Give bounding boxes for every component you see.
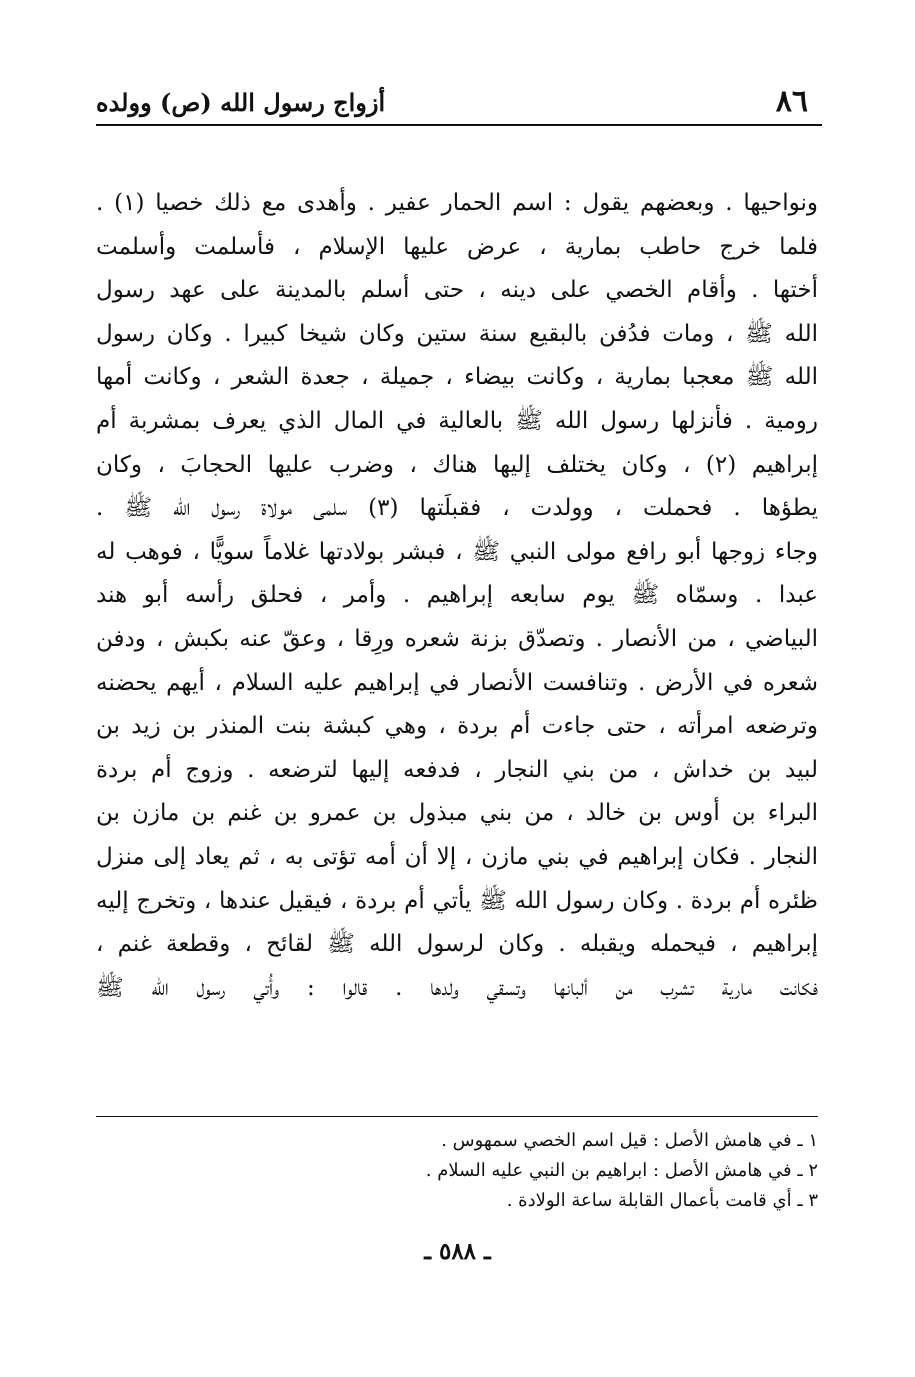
- text-line: فكانت مارية تشرب من ألبانها وتسقي ولدها . قالوا : وأُتي رسول الله ﷺ: [96, 974, 818, 1001]
- footnote-2: ٢ ـ في هامش الأصل : ابراهيم بن النبي عليه السلام .: [425, 1160, 818, 1181]
- header-title: أزواج رسول الله (ص) وولده: [96, 88, 386, 117]
- main-text: [96, 182, 818, 1010]
- text-line: وجاء زوجها أبو رافع مولى النبي ﷺ ، فبشر بولادتها غلاماً سويًّا ، فوهب له: [96, 538, 818, 565]
- header-page-number: ٨٦: [775, 84, 808, 119]
- text-line: أختها . وأقام الخصي على دينه ، حتى أسلم بالمدينة على عهد رسول: [96, 277, 818, 304]
- text-line: الله ﷺ ، ومات فدُفن بالبقيع سنة ستين وكان شيخا كبيرا . وكان رسول: [96, 320, 818, 347]
- text-line: الله ﷺ معجبا بمارية ، وكانت بيضاء ، جميلة ، جعدة الشعر ، وكانت أمها: [96, 364, 818, 391]
- text-line: ظئره أم بردة . وكان رسول الله ﷺ يأتي أم بردة ، فيقيل عندها ، وتخرج إليه: [96, 887, 818, 914]
- text-line: لبيد بن خداش ، من بني النجار ، فدفعه إليها لترضعه . وزوج أم بردة: [96, 756, 818, 783]
- text-line: إبراهيم ، فيحمله ويقبله . وكان لرسول الله ﷺ لقائح ، وقطعة غنم ،: [96, 931, 818, 958]
- footnote-3: ٣ ـ أي قامت بأعمال القابلة ساعة الولادة .: [506, 1190, 818, 1211]
- text-line: فلما خرج حاطب بمارية ، عرض عليها الإسلام ، فأسلمت وأسلمت: [96, 233, 818, 260]
- text-line: شعره في الأرض . وتنافست الأنصار في إبراهيم عليه السلام ، أيهم يحضنه: [96, 669, 818, 696]
- text-line: عبدا . وسمّاه ﷺ يوم سابعه إبراهيم . وأمر ، فحلق رأسه أبو هند: [96, 582, 818, 609]
- text-line: البراء بن أوس بن خالد ، من بني مبذول بن عمرو بن غنم بن مازن بن: [96, 800, 818, 827]
- header-divider: [96, 124, 822, 126]
- text-line: إبراهيم (٢) ، وكان يختلف إليها هناك ، وضرب عليها الحجابَ ، وكان: [96, 451, 818, 478]
- text-line: ونواحيها . وبعضهم يقول : اسم الحمار عفير . وأهدى مع ذلك خصيا (١) .: [96, 190, 818, 216]
- text-line: رومية . فأنزلها رسول الله ﷺ بالعالية في المال الذي يعرف بمشربة أم: [96, 407, 818, 434]
- text-line: البياضي ، من الأنصار . وتصدّق بزنة شعره ورِقا ، وعقّ عنه بكبش ، ودفن: [96, 625, 818, 652]
- text-line: يطؤها . فحملت ، وولدت ، فقبلَتها (٣) سلمى مولاة رسول الله ﷺ .: [96, 495, 818, 522]
- footnote-1: ١ ـ في هامش الأصل : قيل اسم الخصي سمهوس .: [441, 1130, 818, 1151]
- running-header: [96, 78, 820, 124]
- footnotes: [96, 1126, 818, 1216]
- footnotes-divider: [96, 1116, 818, 1117]
- text-line: النجار . فكان إبراهيم في بني مازن ، إلا أن أمه تؤتى به ، ثم يعاد إلى منزل: [96, 843, 818, 870]
- footer-page-number: ـ ٥٨٨ ـ: [424, 1238, 491, 1265]
- text-line: وترضعه امرأته ، حتى جاءت أم بردة ، وهي كبشة بنت المنذر بن زيد بن: [96, 713, 818, 740]
